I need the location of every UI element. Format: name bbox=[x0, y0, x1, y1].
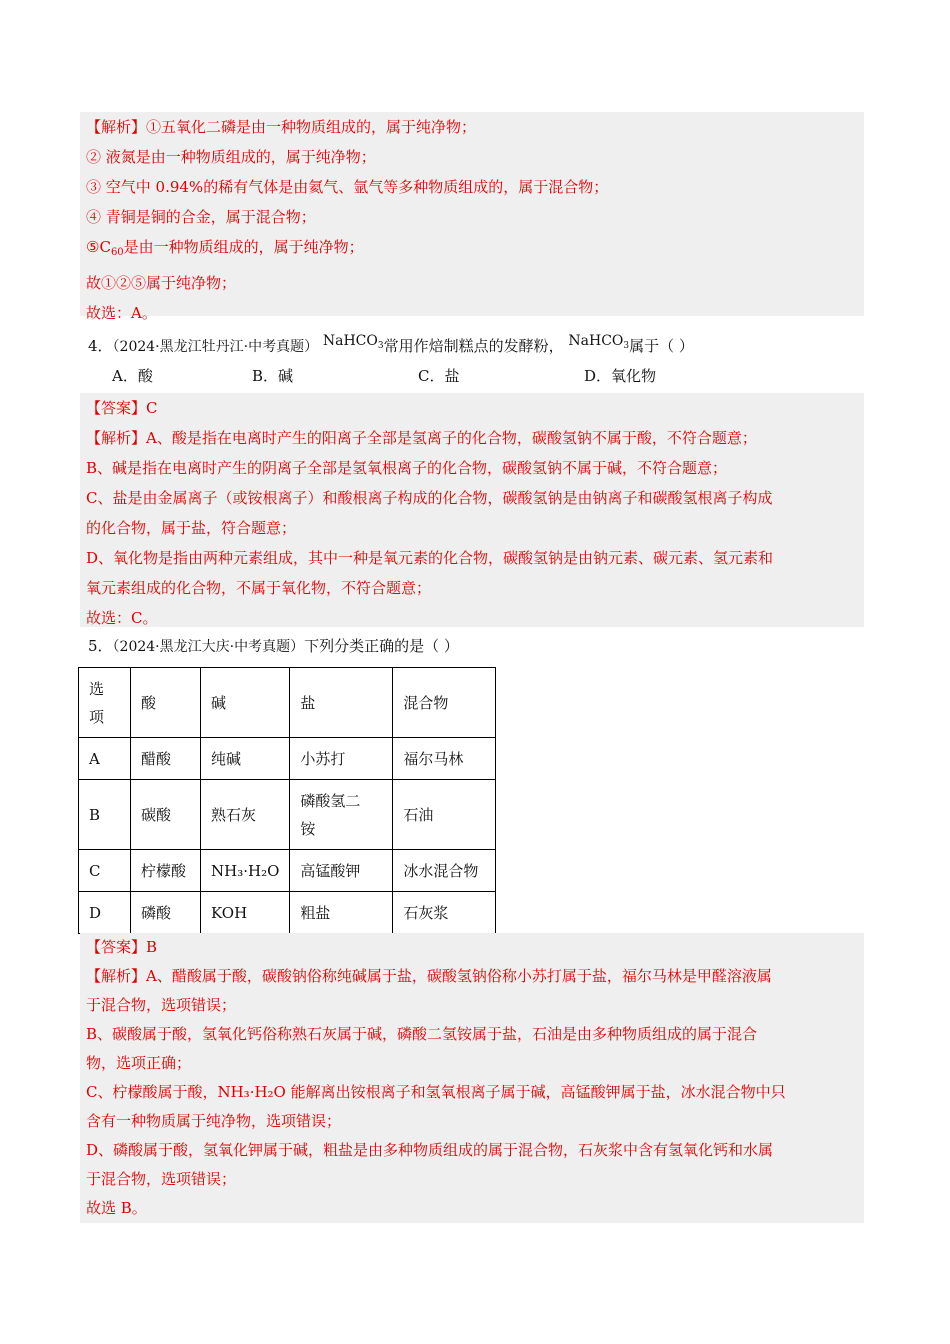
analysis-line: 故选 B。 bbox=[86, 1199, 147, 1217]
question-number: 5． bbox=[88, 637, 113, 655]
c60-text: 是由一种物质组成的，属于纯净物； bbox=[123, 238, 364, 256]
table-cell: 石油 bbox=[393, 780, 496, 850]
table-cell: B bbox=[79, 780, 131, 850]
table-row bbox=[79, 780, 496, 850]
analysis-block-q5 bbox=[80, 933, 864, 1223]
table-header-cell: 混合物 bbox=[393, 668, 496, 738]
question-4 bbox=[88, 334, 694, 364]
table-cell: 高锰酸钾 bbox=[290, 850, 393, 892]
table-cell: 醋酸 bbox=[131, 738, 201, 780]
analysis-line-c60 bbox=[86, 232, 858, 268]
analysis-line: ④ 青铜是铜的合金，属于混合物； bbox=[86, 208, 316, 226]
table-cell: 小苏打 bbox=[290, 738, 393, 780]
c60-prefix: ⑤C bbox=[86, 238, 111, 256]
classification-table bbox=[78, 667, 496, 934]
c60-subscript: 60 bbox=[110, 247, 124, 258]
analysis-line: 故①②⑤属于纯净物； bbox=[86, 274, 237, 292]
table-header-cell: 盐 bbox=[290, 668, 393, 738]
option-c: C．盐 bbox=[418, 367, 460, 385]
table-header-cell: 碱 bbox=[201, 668, 290, 738]
answer-line: 【答案】B bbox=[86, 938, 158, 956]
table-cell: 冰水混合物 bbox=[393, 850, 496, 892]
question-5 bbox=[88, 634, 459, 659]
table-row bbox=[79, 738, 496, 780]
table-cell: KOH bbox=[201, 892, 290, 934]
table-cell: A bbox=[79, 738, 131, 780]
table-header-row bbox=[79, 668, 496, 738]
analysis-line: 氧元素组成的化合物，不属于氧化物，不符合题意； bbox=[86, 579, 432, 597]
table-cell: 粗盐 bbox=[290, 892, 393, 934]
option-d: D．氧化物 bbox=[584, 367, 657, 385]
analysis-line: D、氧化物是指由两种元素组成，其中一种是氧元素的化合物，碳酸氢钠是由钠元素、碳元素、氢元素和 bbox=[86, 549, 774, 567]
analysis-line: 故选：C。 bbox=[86, 609, 158, 627]
analysis-line: D、磷酸属于酸，氢氧化钾属于碱，粗盐是由多种物质组成的属于混合物，石灰浆中含有氢氧化钙和水属 bbox=[86, 1141, 774, 1159]
analysis-line: C、盐是由金属离子（或铵根离子）和酸根离子构成的化合物，碳酸氢钠是由钠离子和碳酸氢根离子构成 bbox=[86, 489, 773, 507]
table-cell: 柠檬酸 bbox=[131, 850, 201, 892]
analysis-line: ② 液氮是由一种物质组成的，属于纯净物； bbox=[86, 148, 376, 166]
option-b: B．碱 bbox=[252, 367, 294, 385]
question-text: 属于（ ） bbox=[629, 337, 694, 355]
table-header-cell: 酸 bbox=[131, 668, 201, 738]
table-cell: 磷酸氢二铵 bbox=[290, 780, 393, 850]
formula-nahco3: NaHCO$_3$ bbox=[568, 333, 630, 351]
table-cell: D bbox=[79, 892, 131, 934]
analysis-line: 于混合物，选项错误； bbox=[86, 996, 237, 1014]
formula-nahco3: NaHCO$_3$ bbox=[322, 333, 384, 351]
table-cell: 熟石灰 bbox=[201, 780, 290, 850]
analysis-line: 物，选项正确； bbox=[86, 1054, 192, 1072]
analysis-line: 故选：A。 bbox=[86, 304, 157, 322]
analysis-line: C、柠檬酸属于酸，NH₃·H₂O 能解离出铵根离子和氢氧根离子属于碱，高锰酸钾属于盐，冰水混合物中只 bbox=[86, 1083, 786, 1101]
table-cell: NH₃·H₂O bbox=[201, 850, 290, 892]
table-row bbox=[79, 850, 496, 892]
analysis-block-q3 bbox=[80, 112, 864, 322]
analysis-line: B、碱是指在电离时产生的阴离子全部是氢氧根离子的化合物，碳酸氢钠不属于碱，不符合题意； bbox=[86, 459, 728, 477]
table-cell: 福尔马林 bbox=[393, 738, 496, 780]
analysis-line: 的化合物，属于盐，符合题意； bbox=[86, 519, 297, 537]
table-cell: 磷酸 bbox=[131, 892, 201, 934]
table-cell: C bbox=[79, 850, 131, 892]
table-cell: 石灰浆 bbox=[393, 892, 496, 934]
table-cell: 碳酸 bbox=[131, 780, 201, 850]
question-source: （2024·黑龙江大庆·中考真题） bbox=[112, 639, 305, 655]
answer-line: 【答案】C bbox=[86, 399, 158, 417]
table-header-cell: 选项 bbox=[79, 668, 131, 738]
analysis-line: B、碳酸属于酸，氢氧化钙俗称熟石灰属于碱，磷酸二氢铵属于盐，石油是由多种物质组成的属于混合 bbox=[86, 1025, 758, 1043]
question-number: 4． bbox=[88, 337, 113, 355]
question-source: （2024·黑龙江牡丹江·中考真题） bbox=[112, 339, 319, 355]
table-row bbox=[79, 892, 496, 934]
analysis-line: 【解析】A、酸是指在电离时产生的阳离子全部是氢离子的化合物，碳酸氢钠不属于酸，不符合题意； bbox=[86, 429, 757, 447]
analysis-block-q4 bbox=[80, 393, 864, 627]
analysis-line: 含有一种物质属于纯净物，选项错误； bbox=[86, 1112, 342, 1130]
question-text: 下列分类正确的是（ ） bbox=[304, 637, 459, 655]
option-a: A．酸 bbox=[112, 367, 153, 385]
question-text: 常用作焙制糕点的发酵粉， bbox=[383, 337, 564, 355]
analysis-line: 于混合物，选项错误； bbox=[86, 1170, 237, 1188]
analysis-line: 【解析】①五氧化二磷是由一种物质组成的，属于纯净物； bbox=[86, 118, 477, 136]
table-cell: 纯碱 bbox=[201, 738, 290, 780]
analysis-line: 【解析】A、醋酸属于酸，碳酸钠俗称纯碱属于盐，碳酸氢钠俗称小苏打属于盐，福尔马林是甲醛溶液属 bbox=[86, 967, 772, 985]
analysis-line: ③ 空气中 0.94%的稀有气体是由氦气、氩气等多种物质组成的，属于混合物； bbox=[86, 178, 609, 196]
